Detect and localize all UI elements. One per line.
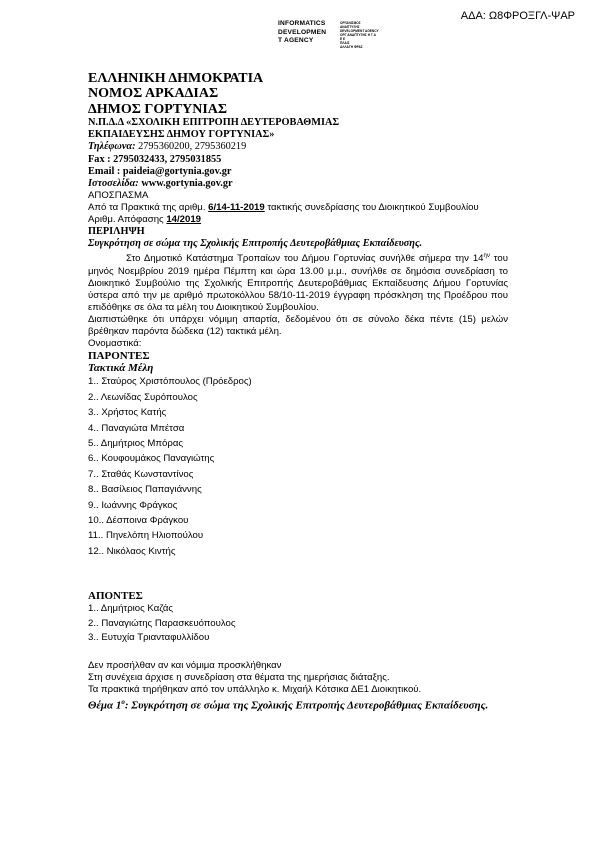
present-member: 1.. Σταύρος Χριστόπουλος (Πρόεδρος) bbox=[88, 376, 252, 388]
intro-text-a: Στο Δημοτικό Κατάστημα Τροπαίων του Δήμου Γορτυνίας συνήλθε σήμερα την 14 bbox=[126, 253, 484, 265]
present-title: ΠΑΡΟΝΤΕΣ bbox=[88, 350, 150, 363]
absent-member: 3.. Ευτυχία Τριανταφυλλίδου bbox=[88, 632, 210, 644]
present-member: 9.. Ιωάννης Φράγκος bbox=[88, 499, 178, 511]
quorum-paragraph: Διαπιστώθηκε ότι υπάρχει νόμιμη απαρτία, δεδομένου ότι σε σύνολο δέκα πέντε (15) μελών βρέθηκαν παρόντα δώδεκα (12) τακτικά μέλη. bbox=[88, 313, 508, 337]
names-label: Ονομαστικά: bbox=[88, 338, 142, 350]
logo-text bbox=[278, 20, 326, 46]
logo-line: INFORMATICS bbox=[278, 20, 326, 27]
spacer bbox=[88, 646, 508, 660]
minutes-reference-post: τακτικής συνεδρίασης του Διοικητικού Συμβουλίου bbox=[264, 201, 479, 213]
logo-small-text bbox=[340, 21, 379, 49]
email-line: Email : paideia@gortynia.gov.gr bbox=[88, 165, 232, 177]
present-member: 3.. Χρήστος Κατής bbox=[88, 407, 167, 419]
logo-line: DEVELOPMEN bbox=[278, 28, 327, 36]
absent-members-list bbox=[88, 602, 508, 646]
absent-member: 2.. Παναγιώτης Παρασκευόπουλος bbox=[88, 617, 236, 629]
logo-small-line: ΑΛΛΑΓΗ ΦΡΑΣ bbox=[340, 45, 363, 49]
ada-stamp: ΑΔΑ: Ω8ΦΡΟΞΓΛ-ΨΑΡ bbox=[460, 10, 575, 22]
summary-text: Συγκρότηση σε σώμα της Σχολικής Επιτροπής Δευτεροβάθμιας Εκπαίδευσης. bbox=[88, 238, 423, 250]
phone-value: 2795360200, 2795360219 bbox=[135, 141, 247, 153]
informatics-agency-logo bbox=[278, 20, 408, 58]
present-member: 6.. Κουφουμάκος Παναγιώτης bbox=[88, 453, 215, 465]
session-number: 6/14-11-2019 bbox=[208, 201, 265, 213]
present-member: 8.. Βασίλειος Παπαγιάννης bbox=[88, 484, 202, 496]
closing-line-absent-note: Δεν προσήλθαν αν και νόμιμα προσκλήθηκαν bbox=[88, 659, 282, 671]
present-members-list bbox=[88, 374, 508, 559]
decision-number-line bbox=[88, 214, 508, 226]
logo-small-line: Ε Ε bbox=[340, 37, 346, 41]
summary-label: ΠΕΡΙΛΗΨΗ bbox=[88, 226, 145, 238]
fax-line: Fax : 2795032433, 2795031855 bbox=[88, 153, 222, 165]
minutes-reference bbox=[88, 202, 508, 214]
phone-label: Τηλέφωνα: bbox=[88, 141, 136, 153]
topic-label: Θέμα 1 bbox=[88, 699, 122, 712]
header-municipality: ΔΗΜΟΣ ΓΟΡΤΥΝΙΑΣ bbox=[88, 101, 228, 117]
logo-small-line: ΠΛΑΙΣ bbox=[340, 41, 350, 45]
website-value: www.gortynia.gov.gr bbox=[138, 177, 233, 189]
present-member: 12.. Νικόλαος Κιντής bbox=[88, 545, 176, 557]
spacer bbox=[88, 559, 508, 590]
minutes-reference-pre: Από τα Πρακτικά της αριθμ. bbox=[88, 201, 209, 213]
document-body bbox=[88, 71, 508, 712]
header-entity-line2: ΕΚΠΑΙΔΕΥΣΗΣ ΔΗΜΟΥ ΓΟΡΤΥΝΙΑΣ» bbox=[88, 129, 275, 141]
intro-superscript: ην bbox=[483, 253, 490, 260]
intro-paragraph bbox=[88, 250, 508, 314]
present-member: 7.. Σταθάς Κωνσταντίνος bbox=[88, 468, 194, 480]
header-country: ΕΛΛΗΝΙΚΗ ΔΗΜΟΚΡΑΤΙΑ bbox=[88, 71, 264, 86]
absent-member: 1.. Δημήτριος Καζάς bbox=[88, 603, 173, 615]
website-line bbox=[88, 178, 508, 190]
logo-small-line: ΑΝΑΠΤΥΞΗΣ bbox=[340, 25, 360, 29]
website-label: Ιστοσελίδα: bbox=[88, 177, 139, 189]
logo-small-line: ΟΡΓ ΑΝΑΠΤΥΞΗΣ Η Τ Α bbox=[340, 33, 376, 37]
agenda-topic bbox=[88, 696, 508, 712]
present-member: 5.. Δημήτριος Μπόρας bbox=[88, 438, 183, 449]
extract-title: ΑΠΟΣΠΑΣΜΑ bbox=[88, 189, 149, 201]
logo-small-line: ΟΡΓΑΝΙΣΜΟΣ bbox=[340, 21, 361, 25]
present-subtitle: Τακτικά Μέλη bbox=[88, 362, 154, 375]
present-member: 10.. Δέσποινα Φράγκου bbox=[88, 515, 189, 527]
header-entity-line1: Ν.Π.Δ.Δ «ΣΧΟΛΙΚΗ ΕΠΙΤΡΟΠΗ ΔΕΥΤΕΡΟΒΑΘΜΙΑΣ bbox=[88, 117, 340, 129]
intro-text-b: του μηνός Νοεμβρίου 2019 ημέρα Πέμπτη και ώρα 13.00 μ.μ., συνήλθε σε δημόσια συνεδρίαση το Διοικητικό Συμβούλιο της Σχολικής Επιτροπής Δευτεροβάθμιας Εκπαίδευσης Δήμου Γορτυνίας ύστερα από την με αριθμό πρωτοκόλλου 58/10-11-2019 έγγραφη πρόσκληση της Προέδρου που επιδόθηκε σε όλα τα μέλη του Διοικητικού Συμβουλίου. bbox=[88, 253, 509, 313]
closing-line-session-start: Στη συνέχεια άρχισε η συνεδρίαση στα θέματα της ημερήσιας διάταξης. bbox=[88, 671, 390, 683]
decision-number: 14/2019 bbox=[166, 213, 202, 225]
present-member: 4.. Παναγιώτα Μπέτσα bbox=[88, 422, 185, 434]
decision-label: Αριθμ. Απόφασης bbox=[88, 213, 167, 225]
logo-small-line: DEVELOPMENT AGENCY bbox=[340, 29, 379, 33]
present-member: 2.. Λεωνίδας Συρόπουλος bbox=[88, 391, 198, 403]
absent-title: ΑΠΟΝΤΕΣ bbox=[88, 590, 143, 603]
present-member: 11.. Πηνελόπη Ηλιοπούλου bbox=[88, 530, 204, 542]
closing-line-minutes-keeper: Τα πρακτικά τηρήθηκαν από τον υπάλληλο κ. Μιχαήλ Κότσικα ΔΕ1 Διοικητικού. bbox=[88, 684, 422, 696]
logo-line: T AGENCY bbox=[278, 37, 314, 45]
header-prefecture: ΝΟΜΟΣ ΑΡΚΑΔΙΑΣ bbox=[88, 86, 219, 102]
topic-superscript: ο bbox=[121, 698, 125, 707]
phone-line bbox=[88, 141, 508, 153]
topic-text: : Συγκρότηση σε σώμα της Σχολικής Επιτροπής Δευτεροβάθμιας Εκπαίδευσης. bbox=[124, 699, 489, 712]
